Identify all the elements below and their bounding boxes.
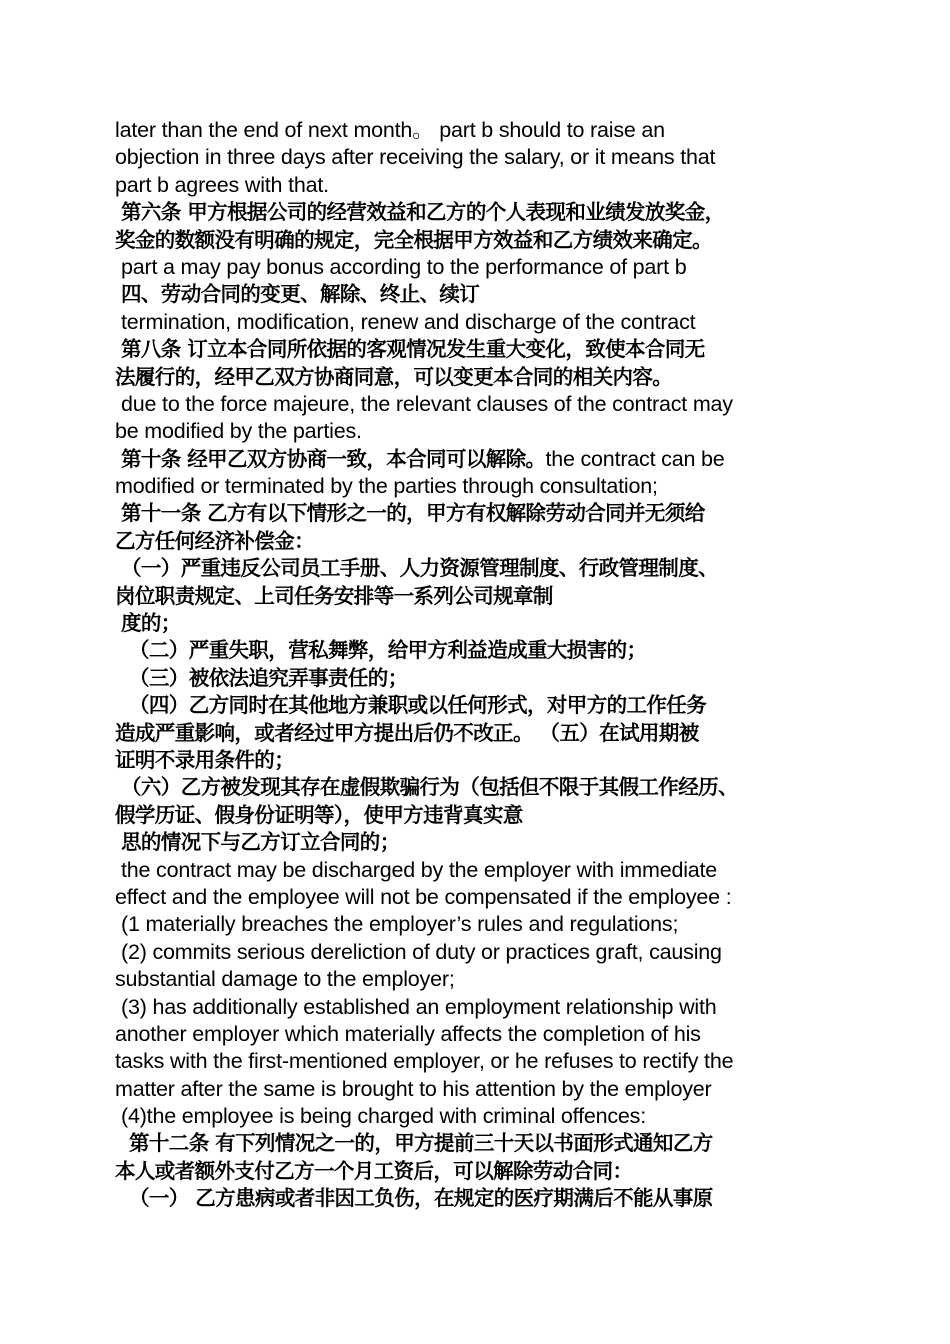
text-line: matter after the same is brought to his attention by the employer bbox=[115, 1076, 712, 1101]
list-item: （六）乙方被发现其存在虚假欺骗行为（包括但不限于其假工作经历、 bbox=[121, 775, 738, 800]
document-body bbox=[115, 117, 855, 1213]
text-line: 本人或者额外支付乙方一个月工资后，可以解除劳动合同： bbox=[115, 1158, 633, 1183]
text-line: 造成严重影响，或者经过甲方提出后仍不改正。 （五）在试用期被 bbox=[115, 720, 699, 745]
text-line: 法履行的，经甲乙双方协商同意，可以变更本合同的相关内容。 bbox=[115, 364, 673, 389]
list-item: (3) has additionally established an employment relationship with bbox=[121, 994, 717, 1019]
article-8-heading: 第八条 订立本合同所依据的客观情况发生重大变化，致使本合同无 bbox=[121, 337, 705, 362]
text-line: effect and the employee will not be compensated if the employee : bbox=[115, 884, 732, 909]
list-item: (4)the employee is being charged with criminal offences: bbox=[121, 1104, 646, 1129]
article-10-heading: 第十条 经甲乙双方协商一致，本合同可以解除。 bbox=[121, 446, 546, 471]
text-line bbox=[115, 446, 855, 473]
article-11-heading: 第十一条 乙方有以下情形之一的，甲方有权解除劳动合同并无须给 bbox=[121, 501, 705, 526]
text-fragment: the contract can be bbox=[545, 446, 725, 471]
text-line: part b agrees with that. bbox=[115, 172, 329, 197]
list-item: （三）被依法追究弄事责任的； bbox=[129, 665, 408, 690]
list-item: （一）严重违反公司员工手册、人力资源管理制度、行政管理制度、 bbox=[121, 556, 718, 581]
text-line: another employer which materially affects the completion of his bbox=[115, 1021, 701, 1046]
text-line: 假学历证、假身份证明等），使甲方违背真实意 bbox=[115, 802, 523, 827]
text-line: objection in three days after receiving the salary, or it means that bbox=[115, 145, 716, 170]
text-line: be modified by the parties. bbox=[115, 419, 362, 444]
section-heading: 四、劳动合同的变更、解除、终止、续订 bbox=[121, 282, 480, 307]
article-6-heading: 第六条 甲方根据公司的经营效益和乙方的个人表现和业绩发放奖金， bbox=[121, 200, 725, 225]
list-item: (2) commits serious dereliction of duty or practices graft, causing bbox=[121, 939, 722, 964]
text-line: termination, modification, renew and discharge of the contract bbox=[121, 309, 696, 334]
text-line: 思的情况下与乙方订立合同的； bbox=[121, 830, 400, 855]
text-line: 证明不录用条件的； bbox=[115, 747, 295, 772]
list-item: （四）乙方同时在其他地方兼职或以任何形式，对甲方的工作任务 bbox=[129, 693, 707, 718]
text-line: tasks with the first-mentioned employer, or he refuses to rectify the bbox=[115, 1049, 734, 1074]
text-line: later than the end of next month。 part b should to raise an bbox=[115, 118, 665, 142]
text-line: substantial damage to the employer; bbox=[115, 967, 455, 992]
text-line: due to the force majeure, the relevant clauses of the contract may bbox=[121, 391, 733, 416]
text-line: 岗位职责规定、上司任务安排等一系列公司规章制 bbox=[115, 583, 553, 608]
text-line: 乙方任何经济补偿金： bbox=[115, 528, 314, 553]
list-item: （一） 乙方患病或者非因工负伤，在规定的医疗期满后不能从事原 bbox=[129, 1186, 713, 1211]
text-line: modified or terminated by the parties through consultation; bbox=[115, 474, 658, 499]
text-line: the contract may be discharged by the employer with immediate bbox=[121, 857, 718, 882]
article-12-heading: 第十二条 有下列情况之一的，甲方提前三十天以书面形式通知乙方 bbox=[129, 1131, 713, 1156]
list-item: (1 materially breaches the employer’s rules and regulations; bbox=[121, 912, 679, 937]
list-item: （二）严重失职，营私舞弊，给甲方利益造成重大损害的； bbox=[129, 638, 647, 663]
text-line: part a may pay bonus according to the performance of part b bbox=[121, 254, 687, 279]
text-line: 奖金的数额没有明确的规定，完全根据甲方效益和乙方绩效来确定。 bbox=[115, 227, 712, 252]
text-line: 度的； bbox=[121, 611, 181, 636]
